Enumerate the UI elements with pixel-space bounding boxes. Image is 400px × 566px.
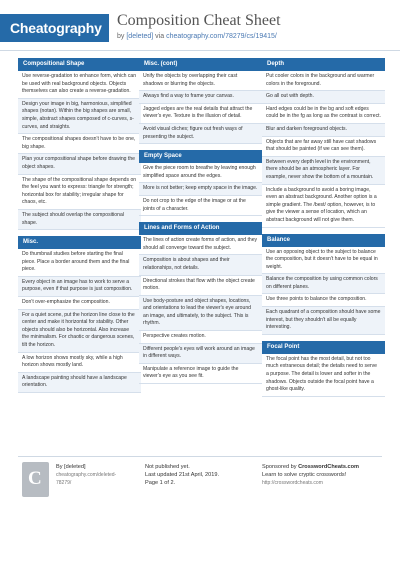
list-item: Balance the composition by using common colors on different planes. [262,274,385,294]
page-title: Composition Cheat Sheet [117,12,281,29]
sponsor-link[interactable]: CrosswordCheats.com [298,464,360,470]
section-depth [262,58,385,228]
last-updated: Last updated 21st April, 2019. [145,472,220,478]
list-item: Use reverse-gradation to enhance form, which can be used with real background objects. Objects themselves can also create a reverse-gradation. [18,71,141,99]
section-title: Balance [262,234,385,247]
section-title: Compositional Shape [18,58,141,71]
section-title: Misc. (cont) [139,58,262,71]
list-item: A landscape painting should have a landscape orientation. [18,373,141,393]
footer-author [56,463,116,487]
list-item: Use an opposing object to the subject to balance the composition, but it doesn't have to be equal in weight. [262,247,385,275]
list-item: Each quadrant of a composition should have some interest, but they shouldn't all be equally interesting. [262,307,385,335]
footer-author-url-1[interactable]: cheatography.com/deleted- [56,472,117,478]
list-item: The shape of the compositional shape depends on the feel you want to express: triangle for strength; horizontal box for stability; irregular shape for chaos, etc. [18,175,141,210]
list-item: For a quiet scene, put the horizon line close to the center and make it horizontal for stability. Other objects should also be horizontal. Also increase the minimalism. For chaotic or dangerous scenes, tilt the horizon. [18,310,141,353]
list-item: Use body-posture and object shapes, locations, and orientations to lead the viewer's eye around an image, and ultimately, to the subject. This is rhythm. [139,296,262,331]
section-title: Empty Space [139,150,262,163]
section-focal-point [262,341,385,397]
section-title: Lines and Forms of Action [139,222,262,235]
section-empty-space [139,150,262,216]
list-item: Hard edges could be in the bg and soft edges could be in the fg as long as the contrast is correct. [262,104,385,124]
list-item: Directional strokes that flow with the object create motion. [139,276,262,296]
list-item: Blur and darken foreground objects. [262,124,385,137]
byline [117,33,277,40]
list-item: Give the piece room to breathe by leaving enough simplified space around the edges. [139,163,262,183]
sponsor-prefix: Sponsored by [262,464,297,470]
footer-divider [18,456,382,457]
author-link[interactable]: [deleted] [126,33,154,40]
list-item: Composition is about shapes and their relationships, not details. [139,255,262,275]
list-item: Do thumbnail studies before starting the final piece. Place a border around them and the final piece. [18,249,141,277]
list-item: Between every depth level in the environment, there should be an atmospheric layer. For example, never show the bottom of a mountain. [262,157,385,185]
list-item: The compositional shapes doesn't have to be one, big shape. [18,134,141,154]
list-item: The lines of action create forms of action, and they should all converge toward the subject. [139,235,262,255]
list-item: Objects that are far away still have cast shadows that should be painted (if we can see them). [262,137,385,157]
published-status: Not published yet. [145,464,190,470]
list-item: Jagged edges are the real details that attract the viewer's eye. Texture is the illusion of detail. [139,104,262,124]
list-item: Plan your compositional shape before drawing the object shapes. [18,154,141,174]
section-balance [262,234,385,335]
list-item: A low horizon shows mostly sky, while a high horizon shows mostly land. [18,353,141,373]
column-2 [139,58,262,390]
list-item: Put cooler colors in the background and warmer colors in the foreground. [262,71,385,91]
page-number: Page 1 of 2. [145,480,176,486]
footer-by: By [56,464,63,470]
cheatography-logo[interactable] [0,14,109,42]
list-item: Go all out with depth. [262,91,385,104]
list-item: Include a background to avoid a boring image, even an abstract background. Another option is a simple gradient. The /best/ option, however, is to give the viewer a sense of location, which an abstract background will not give them. [262,185,385,228]
list-item: Perspective creates motion. [139,331,262,344]
list-item: The subject should overlap the compositional shape. [18,210,141,230]
section-misc-cont [139,58,262,144]
byline-via: via [155,33,165,40]
footer-sponsor [262,463,359,487]
list-item: Always find a way to frame your canvas. [139,91,262,104]
list-item: Avoid visual cliches; figure out fresh ways of presenting the subject. [139,124,262,144]
sheet-url-link[interactable]: cheatography.com/78279/cs/19415/ [166,33,277,40]
list-item: Don't over-emphasize the composition. [18,297,141,310]
section-title: Misc. [18,236,141,249]
sponsor-url[interactable]: http://crosswordcheats.com [262,480,323,486]
section-lines-and-forms-of-action [139,222,262,384]
footer-author-link[interactable]: [deleted] [64,464,86,470]
column-1 [18,58,141,399]
list-item: Do not crop to the edge of the image or at the joints of a character. [139,196,262,216]
footer-author-url-2[interactable]: 78279/ [56,480,72,486]
section-title: Focal Point [262,341,385,354]
list-item: Unify the objects by overlapping their cast shadows or blurring the objects. [139,71,262,91]
logo-text: Cheatography [10,20,102,36]
list-item: More is not better; keep empty space in the image. [139,183,262,196]
avatar[interactable] [22,462,49,497]
list-item: Different people's eyes will work around an image in different ways. [139,344,262,364]
list-item: Design your image in big, harmonious, simplified shapes (notan). Within the big shapes are small, simple, abstract shapes composed of c-curves, s-curves, and straights. [18,99,141,134]
list-item: Every object in an image has to work to serve a purpose, even if that purpose is just composition. [18,277,141,297]
header-divider [0,50,400,51]
avatar-letter: C [28,468,42,489]
column-3 [262,58,385,403]
sponsor-tagline: Learn to solve cryptic crosswords! [262,472,347,478]
list-item: Manipulate a reference image to guide the viewer's eye as you see fit. [139,364,262,384]
section-compositional-shape [18,58,141,230]
list-item: The focal point has the most detail, but not too much extraneous detail; the details need to serve a purpose. The detail is lower and softer in the shadows. Objects outside the focal point have a ghost-like quality. [262,354,385,397]
list-item: Use three points to balance the composition. [262,294,385,307]
section-misc [18,236,141,393]
byline-by: by [117,33,125,40]
section-title: Depth [262,58,385,71]
footer-meta [145,463,219,487]
